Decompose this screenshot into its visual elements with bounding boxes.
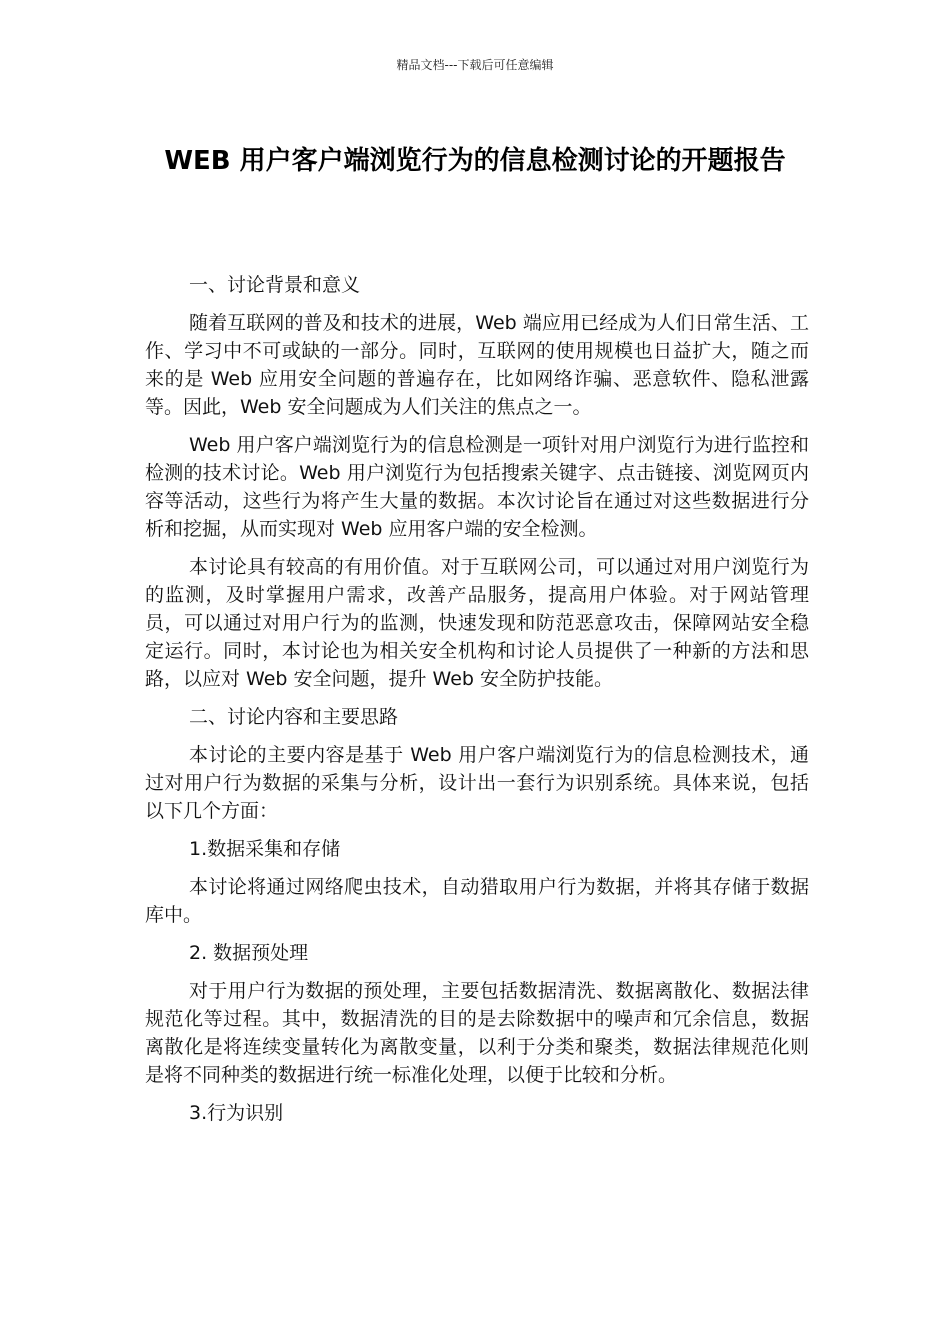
page-header: 精品文档---下载后可任意编辑 [396,58,554,72]
section-heading-content: 二、讨论内容和主要思路 [189,706,399,728]
section-heading-background: 一、讨论背景和意义 [189,274,361,296]
paragraph-data-preprocessing: 对于用户行为数据的预处理，主要包括数据清洗、数据离散化、数据法律规范化等过程。其中，数据清洗的目的是去除数据中的噪声和冗余信息，数据离散化是将连续变量转化为离散变量，以利于分类和聚类，数据法律规范化则是将不同种类的数据进行统一标准化处理，以便于比较和分析。 [145,980,809,1086]
paragraph-background-3: 本讨论具有较高的有用价值。对于互联网公司，可以通过对用户浏览行为的监测，及时掌握用户需求，改善产品服务，提高用户体验。对于网站管理员，可以通过对用户行为的监测，快速发现和防范恶意攻击，保障网站安全稳定运行。同时，本讨论也为相关安全机构和讨论人员提供了一种新的方法和思路，以应对 Web 安全问题，提升 Web 安全防护技能。 [145,556,809,690]
paragraph-content-intro: 本讨论的主要内容是基于 Web 用户客户端浏览行为的信息检测技术，通过对用户行为数据的采集与分析，设计出一套行为识别系统。具体来说，包括以下几个方面： [145,744,809,822]
subheading-data-preprocessing: 2. 数据预处理 [189,942,309,964]
paragraph-background-2: Web 用户客户端浏览行为的信息检测是一项针对用户浏览行为进行监控和检测的技术讨论。Web 用户浏览行为包括搜索关键字、点击链接、浏览网页内容等活动，这些行为将产生大量的数据。本次讨论旨在通过对这些数据进行分析和挖掘，从而实现对 Web 应用客户端的安全检测。 [145,434,809,540]
document-title: WEB 用户客户端浏览行为的信息检测讨论的开题报告 [164,146,786,176]
subheading-behavior-recognition: 3.行为识别 [189,1102,284,1124]
paragraph-background-1: 随着互联网的普及和技术的进展，Web 端应用已经成为人们日常生活、工作、学习中不可或缺的一部分。同时，互联网的使用规模也日益扩大，随之而来的是 Web 应用安全问题的普遍存在，比如网络诈骗、恶意软件、隐私泄露等。因此，Web 安全问题成为人们关注的焦点之一。 [145,312,809,418]
paragraph-data-collection: 本讨论将通过网络爬虫技术，自动猎取用户行为数据，并将其存储于数据库中。 [145,876,809,926]
document-body [145,271,809,1137]
subheading-data-collection: 1.数据采集和存储 [189,838,341,860]
